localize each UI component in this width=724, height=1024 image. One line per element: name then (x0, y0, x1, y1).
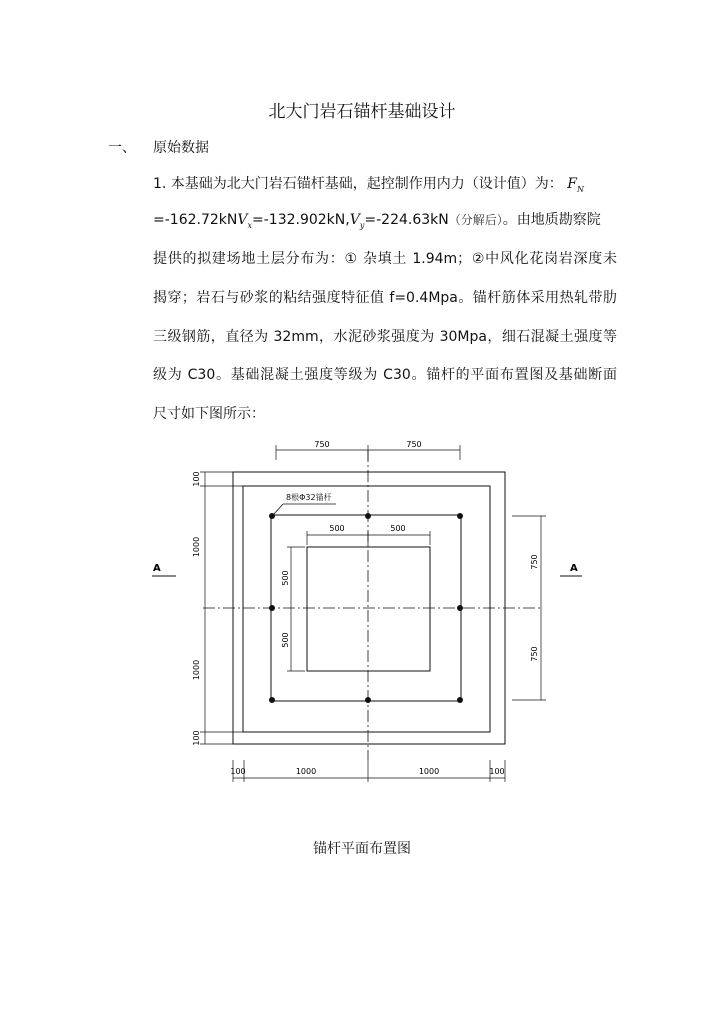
dim-bottom-3: 1000 (418, 767, 440, 776)
dim-inner-2: 500 (390, 524, 406, 533)
section-title: 原始数据 (153, 140, 209, 156)
anchor-point (457, 697, 463, 703)
dim-left-3: 1000 (192, 659, 201, 681)
dim-inner-v2: 500 (281, 632, 290, 648)
anchor-point (457, 513, 463, 519)
anchor-point (269, 697, 275, 703)
section-mark-left: A (153, 563, 161, 574)
dim-inner-v1: 500 (281, 570, 290, 586)
dim-right-1: 750 (530, 554, 539, 570)
dim-inner-1: 500 (329, 524, 345, 533)
dim-left-4: 100 (192, 730, 201, 746)
dim-right-2: 750 (530, 646, 539, 662)
paragraph-line-7: 尺寸如下图所示： (153, 406, 265, 422)
anchor-point (269, 605, 275, 611)
symbol-fn: $F_N$ (567, 176, 584, 194)
paragraph-tail: 。由地质勘察院 (502, 212, 601, 228)
dim-top-2: 750 (406, 440, 422, 449)
value-fn: =-162.72kN (153, 212, 238, 228)
paragraph-line-4: 揭穿；岩石与砂浆的粘结强度特征值 f=0.4Mpa。锚杆筋体采用热轧带肋 (153, 290, 617, 306)
anchor-label: 8根Φ32锚杆 (286, 493, 332, 502)
dim-bottom-4: 100 (489, 767, 505, 776)
figure-caption: 锚杆平面布置图 (313, 841, 411, 857)
dim-left-2: 1000 (192, 536, 201, 558)
value-vy: =-224.63kN (364, 212, 449, 228)
anchor-label-leader (274, 504, 283, 514)
symbol-vx: $V_x$ (237, 212, 252, 230)
dim-bottom-1: 100 (230, 767, 246, 776)
section-mark-right: A (570, 563, 578, 574)
note-decomposed: （分解后） (448, 213, 503, 227)
anchor-point (365, 513, 371, 519)
symbol-vy: $V_y$ (349, 212, 365, 230)
paragraph-lead: 1. 本基础为北大门岩石锚杆基础，起控制作用内力（设计值）为： (153, 176, 563, 192)
dim-bottom-2: 1000 (295, 767, 317, 776)
pier-outline (307, 547, 430, 671)
dim-top-1: 750 (314, 440, 330, 449)
anchor-point (365, 697, 371, 703)
page-title: 北大门岩石锚杆基础设计 (268, 102, 456, 122)
paragraph-line-5: 三级钢筋，直径为 32mm，水泥砂浆强度为 30Mpa，细石混凝土强度等 (153, 329, 617, 345)
value-vx: =-132.902kN, (252, 212, 350, 228)
paragraph-line-3: 提供的拟建场地土层分布为：① 杂填土 1.94m；②中风化花岗岩深度未 (153, 251, 617, 267)
section-number: 一、 (108, 140, 136, 156)
anchor-point (457, 605, 463, 611)
paragraph-line-6: 级为 C30。基础混凝土强度等级为 C30。锚杆的平面布置图及基础断面 (153, 367, 617, 383)
dim-left-1: 100 (192, 471, 201, 487)
foundation-inner-outline (243, 486, 490, 732)
